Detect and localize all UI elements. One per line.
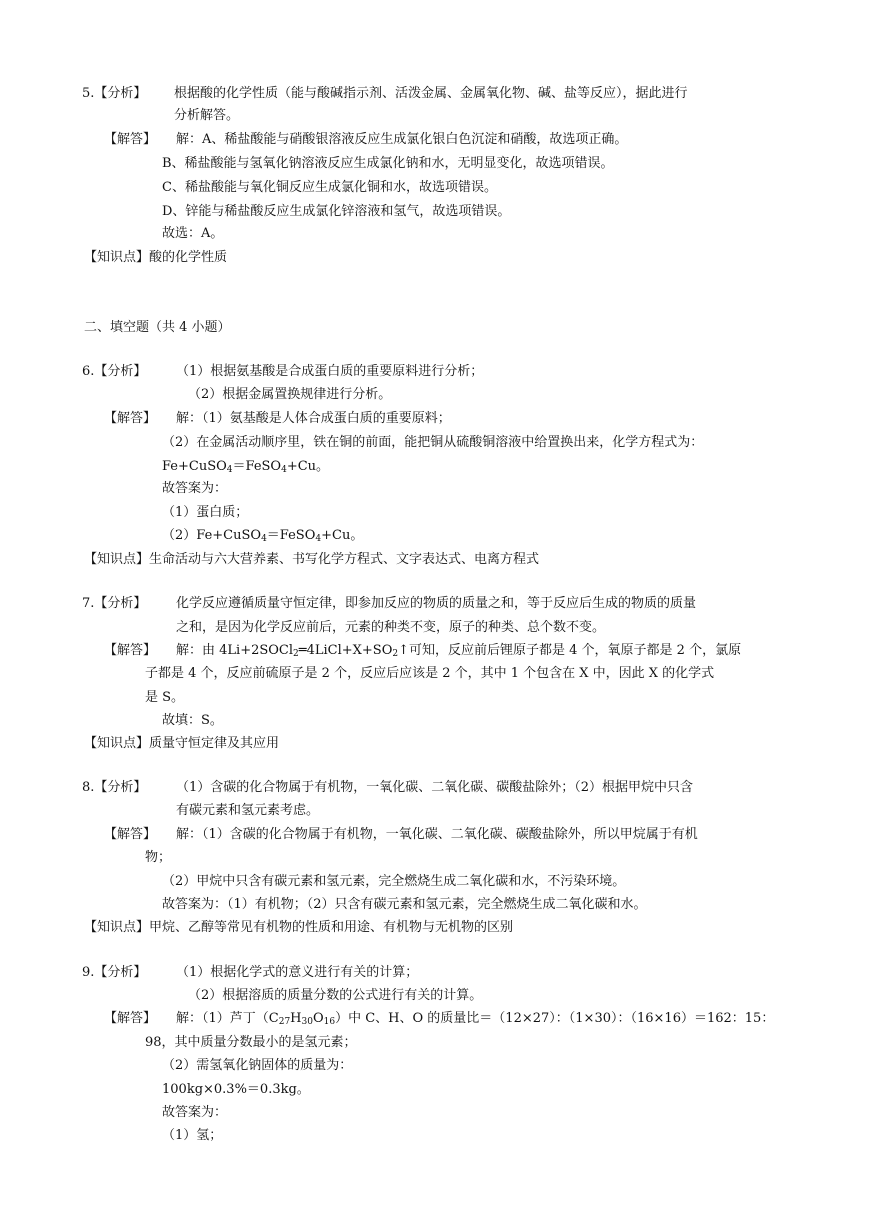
q5-analysis-tag: 5.【分析】 (82, 86, 147, 101)
q7-knowledge (84, 736, 279, 752)
q5-answer-b: B、稀盐酸能与氢氧化钠溶液反应生成氯化钠和水，无明显变化，故选项错误。 (162, 156, 614, 171)
q8-answer-1: 解：（1）含碳的化合物属于有机物，一氧化碳、二氧化碳、碳酸盐除外，所以甲烷属于有机 (176, 827, 698, 842)
q7-fill: 故填：S。 (162, 713, 223, 728)
q8-analysis-tag: 8.【分析】 (82, 780, 147, 795)
q8-knowledge-text: 甲烷、乙醇等常见有机物的性质和用途、有机物与无机物的区别 (149, 920, 514, 935)
q9-so-answer: 故答案为： (162, 1105, 228, 1120)
q6-final-2-sub-1: 4 (261, 534, 267, 544)
q7-answer-3: 是 S。 (145, 690, 185, 705)
q6-answer-tag: 【解答】 (104, 411, 157, 426)
q6-answer-2: （2）在金属活动顺序里，铁在铜的前面，能把铜从硫酸铜溶液中给置换出来，化学方程式为： (162, 435, 704, 450)
q7-answer-2: 子都是 4 个，反应前硫原子是 2 个，反应后应该是 2 个，其中 1 个包含在 X 中，因此 X 的化学式 (145, 666, 715, 681)
q9-answer-1-part-a: 解：（1）芦丁（C (176, 1011, 279, 1026)
q6-equation (162, 459, 329, 475)
q8-answer-2: 物； (145, 850, 172, 865)
q8-analysis-line-2: 有碳元素和氢元素考虑。 (176, 803, 320, 818)
q9-analysis-line-2: （2）根据溶质的质量分数的公式进行有关的计算。 (188, 988, 483, 1003)
q6-so-answer: 故答案为： (162, 481, 228, 496)
q7-answer-1-sub-2: 2 (392, 649, 399, 659)
q9-answer-3: （2）需氢氧化钠固体的质量为： (162, 1058, 353, 1073)
q7-analysis-tag: 7.【分析】 (82, 596, 147, 611)
q7-analysis-line-1: 化学反应遵循质量守恒定律，即参加反应的物质的质量之和，等于反应后生成的物质的质量 (176, 596, 697, 611)
q7-answer-tag: 【解答】 (104, 643, 157, 658)
q6-final-1: （1）蛋白质； (162, 505, 249, 520)
q8-answer-3: （2）甲烷中只含有碳元素和氢元素，完全燃烧生成二氧化碳和水，不污染环境。 (162, 874, 626, 889)
q5-analysis-line-2: 分析解答。 (174, 108, 240, 123)
q7-answer-1 (176, 643, 741, 659)
q7-analysis-line-2: 之和，是因为化学反应前后，元素的种类不变，原子的种类、总个数不变。 (176, 620, 606, 635)
q8-knowledge-tag: 【知识点】 (84, 920, 150, 935)
q9-sub-h: 30 (301, 1017, 313, 1027)
q9-final-1: （1）氢； (162, 1128, 223, 1143)
q5-choice: 故选：A。 (162, 226, 224, 241)
q9-symbol-h: H (290, 1011, 302, 1026)
q8-so-answer: 故答案为：（1）有机物；（2）只含有碳元素和氢元素，完全燃烧生成二氧化碳和水。 (162, 897, 647, 912)
q5-answer-c: C、稀盐酸能与氧化铜反应生成氯化铜和水，故选项错误。 (162, 180, 497, 195)
q9-answer-tag: 【解答】 (104, 1011, 157, 1026)
q7-knowledge-tag: 【知识点】 (84, 736, 150, 751)
q9-sub-c: 27 (278, 1017, 291, 1027)
q9-symbol-o: O (312, 1011, 324, 1026)
q7-knowledge-text: 质量守恒定律及其应用 (149, 736, 280, 751)
q5-answer-tag: 【解答】 (104, 132, 157, 147)
q6-knowledge (84, 552, 539, 568)
q6-answer-1: 解：（1）氨基酸是人体合成蛋白质的重要原料； (176, 411, 451, 426)
q6-eq-sub-2: 4 (281, 465, 287, 475)
q6-eq-part-b: ＝FeSO (232, 459, 282, 474)
q6-eq-sub-1: 4 (226, 465, 233, 475)
q6-eq-part-c: +Cu。 (286, 459, 330, 474)
q7-answer-1-part-b: ═4LiCl+X+SO (298, 643, 393, 658)
section-title: 二、填空题（共 4 小题） (84, 320, 231, 335)
q6-eq-part-a: Fe+CuSO (162, 459, 227, 474)
q6-knowledge-text: 生命活动与六大营养素、书写化学方程式、文字表达式、电离方程式 (149, 552, 540, 567)
q9-answer-1-part-b: ）中 C、H、O 的质量比＝（12×27）：（1×30）：（16×16）＝162：15： (335, 1011, 775, 1026)
q8-knowledge (84, 920, 513, 936)
q6-final-2-part-a: （2）Fe+CuSO (162, 528, 262, 543)
q6-final-2-part-b: ＝FeSO (266, 528, 316, 543)
q6-analysis-line-1: （1）根据氨基酸是合成蛋白质的重要原料进行分析； (176, 364, 484, 379)
q9-analysis-tag: 9.【分析】 (82, 965, 147, 980)
q5-analysis-line-1: 根据酸的化学性质（能与酸碱指示剂、活泼金属、金属氧化物、碱、盐等反应），据此进行 (174, 86, 688, 101)
q5-knowledge-text: 酸的化学性质 (149, 250, 228, 265)
q7-answer-1-sub-1: 2 (293, 649, 299, 659)
q6-final-2 (162, 528, 363, 544)
q7-answer-1-part-a: 解：由 4Li+2SOCl (176, 643, 294, 658)
q9-answer-1 (176, 1011, 774, 1027)
q8-answer-tag: 【解答】 (104, 827, 157, 842)
q8-analysis-line-1: （1）含碳的化合物属于有机物，一氧化碳、二氧化碳、碳酸盐除外；（2）根据甲烷中只含 (176, 780, 694, 795)
q6-analysis-tag: 6.【分析】 (82, 364, 147, 379)
q6-analysis-line-2: （2）根据金属置换规律进行分析。 (188, 387, 392, 402)
q9-analysis-line-1: （1）根据化学式的意义进行有关的计算； (176, 965, 419, 980)
q5-answer-d: D、锌能与稀盐酸反应生成氯化锌溶液和氢气，故选项错误。 (162, 204, 511, 219)
q9-sub-o: 16 (323, 1017, 336, 1027)
q9-answer-4: 100kg×0.3%＝0.3kg。 (162, 1082, 310, 1097)
q5-knowledge (84, 250, 227, 266)
q6-knowledge-tag: 【知识点】 (84, 552, 150, 567)
q5-answer-a: 解：A、稀盐酸能与硝酸银溶液反应生成氯化银白色沉淀和硝酸，故选项正确。 (176, 132, 628, 147)
q9-answer-2: 98，其中质量分数最小的是氢元素； (145, 1035, 357, 1050)
q5-knowledge-tag: 【知识点】 (84, 250, 150, 265)
q6-final-2-sub-2: 4 (315, 534, 322, 544)
q6-final-2-part-c: +Cu。 (321, 528, 364, 543)
q7-answer-1-part-c: ↑可知，反应前后锂原子都是 4 个，氧原子都是 2 个，氯原 (398, 643, 742, 658)
